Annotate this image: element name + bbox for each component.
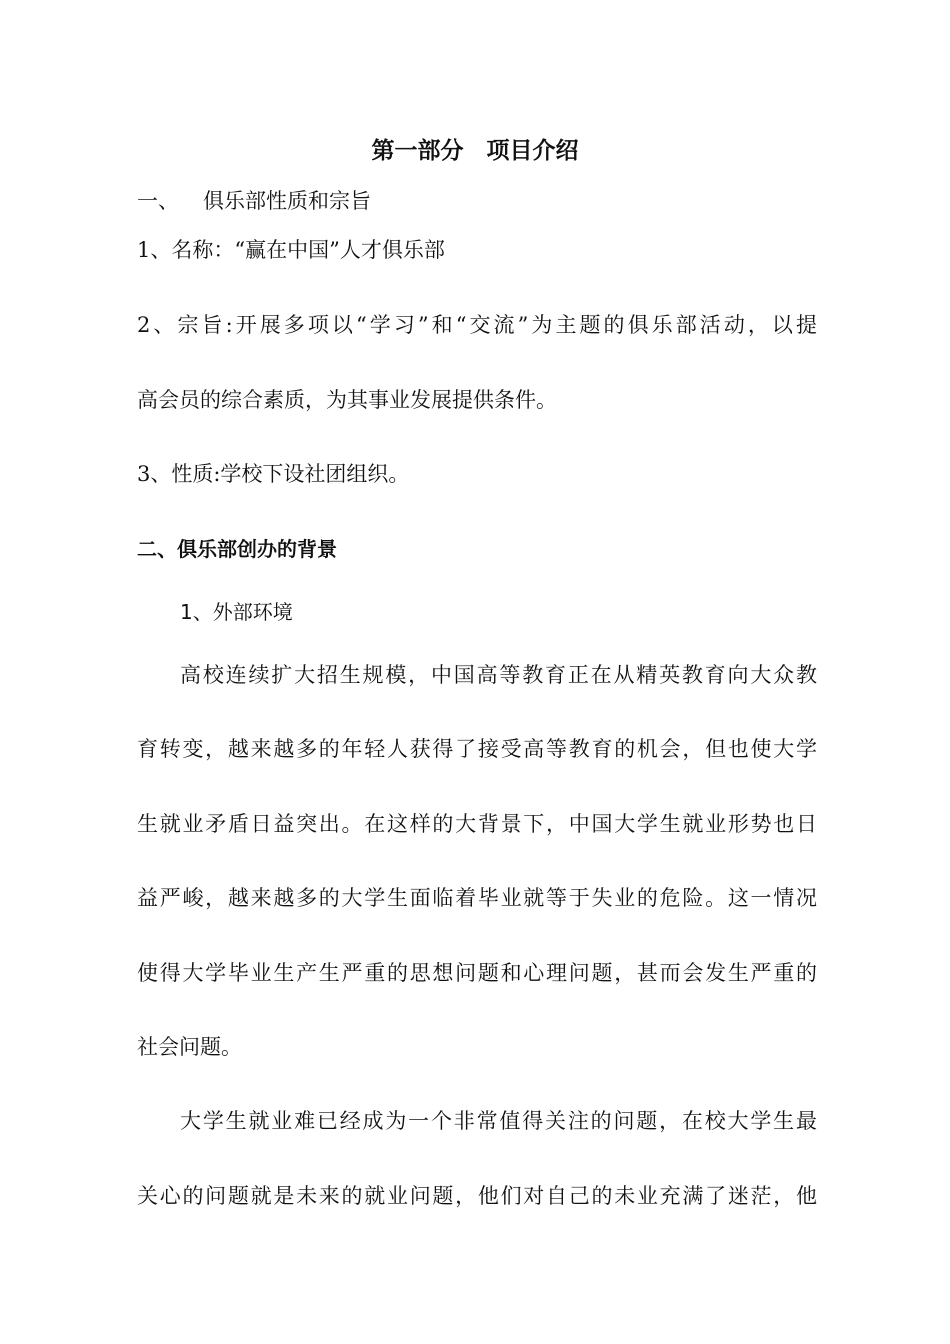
paragraph1-line: 生就业矛盾日益突出。在这样的大背景下，中国大学生就业形势也日 [137, 812, 817, 836]
section2-heading: 二、俱乐部创办的背景 [137, 537, 337, 561]
paragraph1-line: 育转变，越来越多的年轻人获得了接受高等教育的机会，但也使大学 [137, 737, 817, 761]
section1-number: 一、 [137, 189, 179, 213]
item-nature: 3、性质:学校下设社团组织。 [137, 462, 410, 486]
item-purpose-line1: 2、宗旨:开展多项以“学习”和“交流”为主题的俱乐部活动，以提 [137, 313, 817, 337]
paragraph1-line: 社会问题。 [137, 1035, 242, 1059]
paragraph1-line: 益严峻，越来越多的大学生面临着毕业就等于失业的危险。这一情况 [137, 886, 817, 910]
paragraph2-line: 大学生就业难已经成为一个非常值得关注的问题，在校大学生最 [180, 1109, 817, 1133]
paragraph1-line: 高校连续扩大招生规模，中国高等教育正在从精英教育向大众教 [180, 663, 817, 687]
section2-subheading: 1、外部环境 [180, 600, 293, 624]
paragraph1-line: 使得大学毕业生产生严重的思想问题和心理问题，甚而会发生严重的 [137, 961, 817, 985]
page-title: 第一部分 项目介绍 [371, 138, 579, 164]
paragraph2-line: 关心的问题就是未来的就业问题，他们对自己的未业充满了迷茫，他 [137, 1184, 817, 1208]
section1-heading [137, 186, 817, 216]
item-name: 1、名称：“赢在中国”人才俱乐部 [137, 238, 445, 262]
item-purpose-line2: 高会员的综合素质，为其事业发展提供条件。 [137, 388, 557, 412]
section1-heading-text: 俱乐部性质和宗旨 [203, 189, 371, 213]
